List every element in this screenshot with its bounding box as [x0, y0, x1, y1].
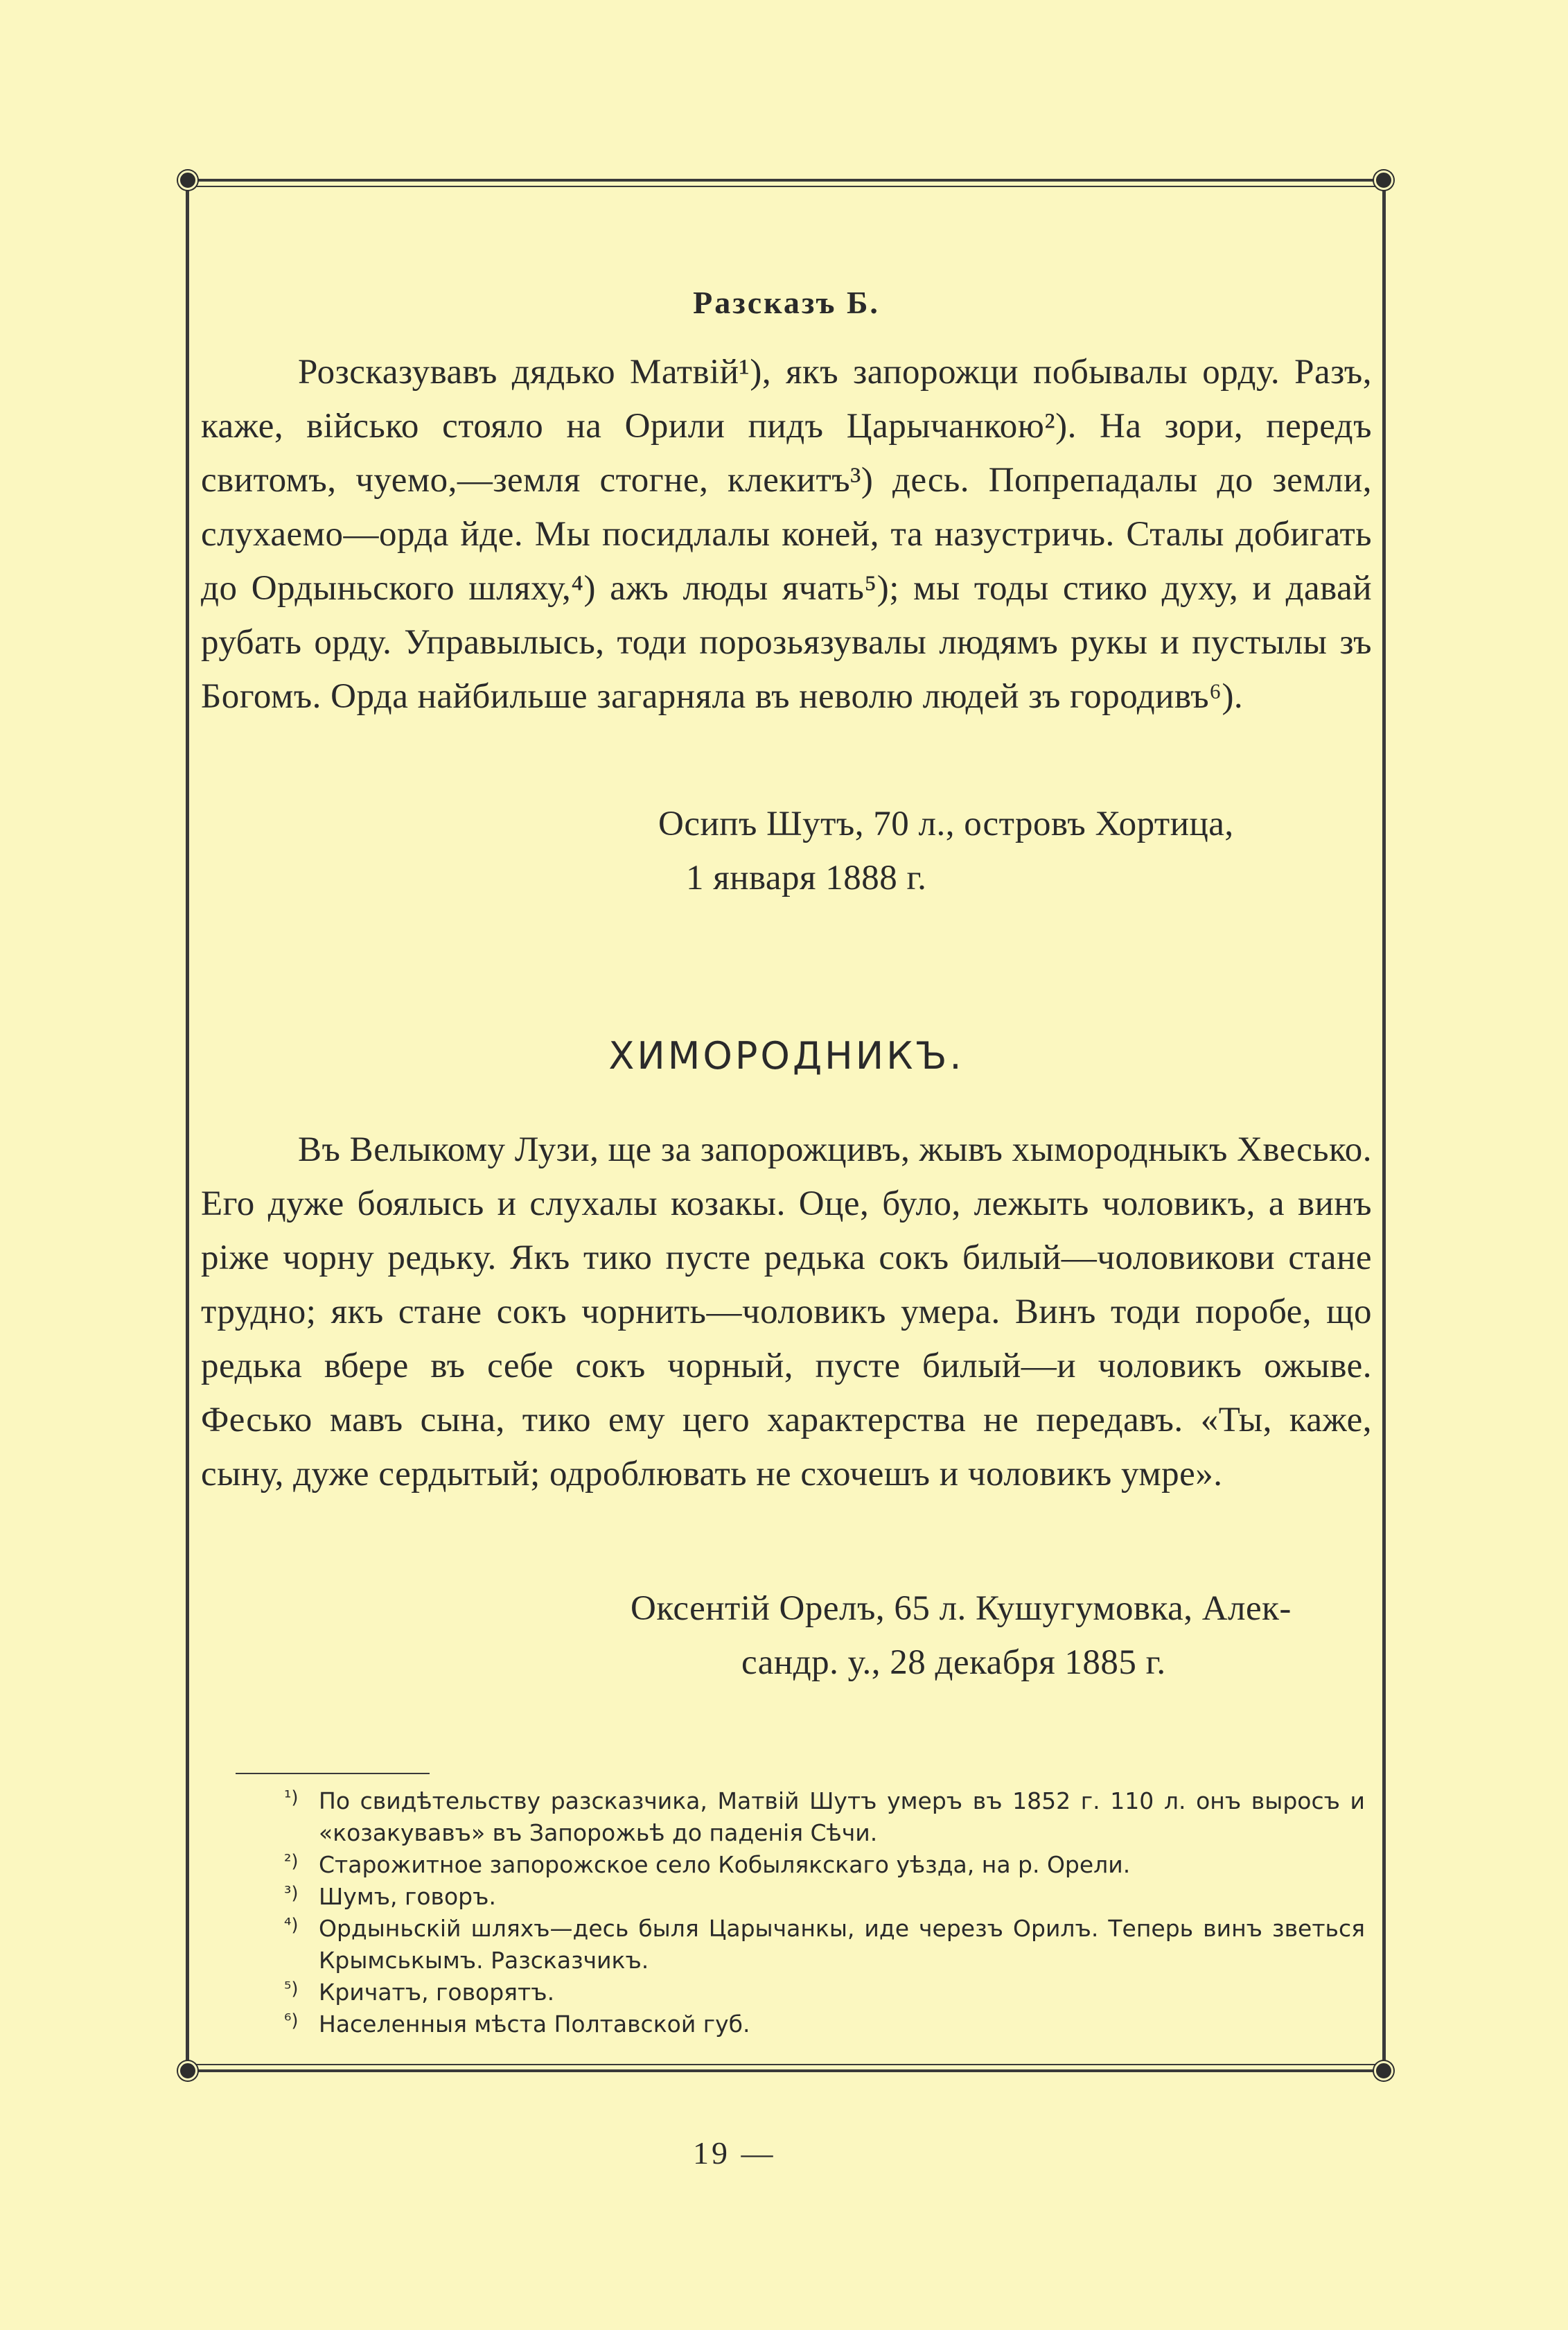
story-kh-signature — [631, 1582, 1365, 1690]
footnote — [284, 1785, 1365, 1849]
story-kh-paragraph: Въ Велыкому Лузи, ще за запорожцивъ, жывъ хымородныкъ Хвесько. Его дуже боялысь и слухалы козакы. Оце, було, лежыть чоловикъ, а винъ рiже чорну редьку. Якъ тико пусте редька сокъ билый—чоловикови стане трудно; якъ стане сокъ чорнить—чоловикъ умера. Винъ тоди поробе, що редька вбере въ себе сокъ чорный, пусте билый—и чоловикъ ожыве. Фесько мавъ сына, тико ему цего характерства не передавъ. «Ты, каже, сыну, дуже сердытый; одроблювать не схочешъ и чоловикъ умре». — [201, 1130, 1372, 1494]
footnote — [284, 1977, 1365, 2008]
corner-ornament — [1374, 170, 1393, 190]
footnote-mark: ⁴) — [284, 1915, 299, 1936]
footnote-text: Ордыньскій шляхъ—десь быля Царычанкы, иде черезъ Орилъ. Теперь винъ зветься Крымськымъ. Разсказчикъ. — [319, 1915, 1365, 1974]
signature-line: сандр. у., 28 декабря 1885 г. — [741, 1643, 1166, 1682]
story-kh-heading: ХИМОРОДНИКЪ. — [608, 1034, 964, 1078]
page-number: 19 — — [693, 2135, 776, 2171]
footnote-mark: ²) — [284, 1851, 299, 1872]
footnote — [284, 1849, 1365, 1881]
footnote-mark: ⁶) — [284, 2011, 299, 2031]
story-b-signature — [658, 797, 1351, 905]
frame-inner-rule-bottom — [189, 2064, 1382, 2065]
corner-ornament — [178, 2061, 197, 2081]
signature-line: Осипъ Шутъ, 70 л., островъ Хортица, — [658, 805, 1234, 843]
frame-inner-rule-top — [189, 186, 1382, 187]
footnote-text: Шумъ, говоръ. — [319, 1883, 496, 1910]
corner-ornament — [1374, 2061, 1393, 2081]
footnote-mark: ³) — [284, 1883, 299, 1904]
footnote-text: Кричатъ, говорятъ. — [319, 1979, 555, 2006]
footnote — [284, 2008, 1365, 2040]
footnote-mark: ¹) — [284, 1787, 299, 1808]
footnote-text: По свидѣтельству разсказчика, Матвій Шутъ умеръ въ 1852 г. 110 л. онъ выросъ и «козакувавъ» въ Запорожьѣ до паденія Сѣчи. — [319, 1787, 1365, 1846]
footnotes — [284, 1785, 1365, 2040]
footnote-divider — [236, 1773, 430, 1774]
footnote-mark: ⁵) — [284, 1979, 299, 1999]
footnote-text: Старожитное запорожское село Кобылякскаго уѣзда, на р. Орели. — [319, 1851, 1131, 1878]
footnote — [284, 1881, 1365, 1913]
corner-ornament — [178, 170, 197, 190]
story-b-paragraph: Розсказувавъ дядько Матвій¹), якъ запорожци побывалы орду. Разъ, каже, військо стояло на Орили пидъ Царычанкою²). На зори, передъ свитомъ, чуемо,—земля стогне, клекитъ³) десь. Попрепадалы до земли, слухаемо—орда йде. Мы посидлалы коней, та назустричь. Сталы добигать до Ордыньского шляху,⁴) ажъ люды ячать⁵); мы тоды стико духу, и давай рубать орду. Управылысь, тоди порозьязувалы людямъ рукы и пустылы зъ Богомъ. Орда найбильше загарняла въ неволю людей зъ городивъ⁶). — [201, 353, 1372, 716]
signature-line: 1 января 1888 г. — [686, 859, 927, 897]
signature-line: Оксентій Орелъ, 65 л. Кушугумовка, Алек- — [631, 1589, 1292, 1628]
footnote — [284, 1913, 1365, 1977]
footnote-text: Населенныя мѣста Полтавской губ. — [319, 2011, 750, 2038]
story-b-heading: Разсказъ Б. — [693, 285, 880, 320]
